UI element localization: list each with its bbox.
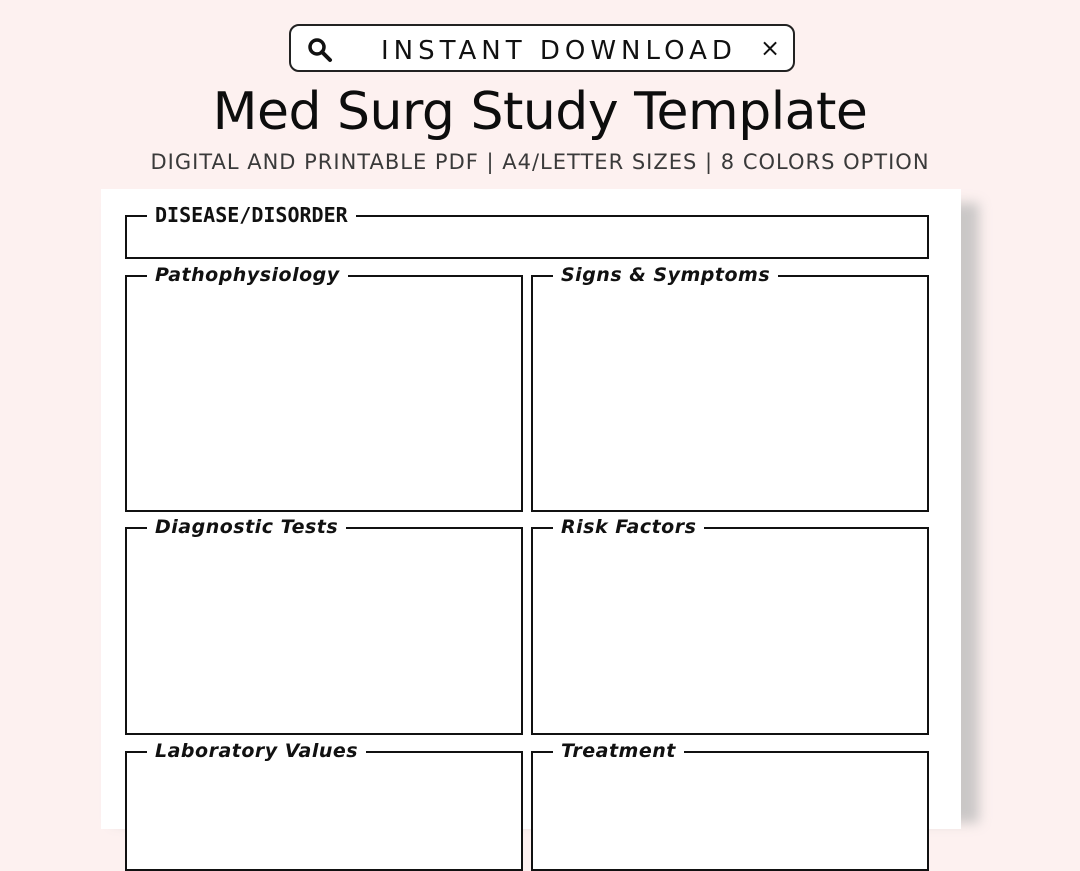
pathophysiology-label: Pathophysiology <box>147 263 348 287</box>
diagnostic-tests-label: Diagnostic Tests <box>147 515 346 539</box>
laboratory-values-label: Laboratory Values <box>147 739 366 763</box>
page-subtitle: DIGITAL AND PRINTABLE PDF | A4/LETTER SIZES | 8 COLORS OPTION <box>150 150 930 174</box>
treatment-box <box>531 740 929 871</box>
treatment-label: Treatment <box>553 739 684 763</box>
template-sheet <box>101 189 961 829</box>
search-bar[interactable] <box>289 24 795 72</box>
risk-factors-box <box>531 516 929 735</box>
page-title: Med Surg Study Template <box>212 82 868 142</box>
disease-box <box>125 203 929 259</box>
pathophysiology-box <box>125 264 523 512</box>
risk-factors-label: Risk Factors <box>553 515 704 539</box>
signs-symptoms-box <box>531 264 929 512</box>
signs-symptoms-label: Signs & Symptoms <box>553 263 778 287</box>
disease-label: DISEASE/DISORDER <box>147 203 356 227</box>
laboratory-values-box <box>125 740 523 871</box>
diagnostic-tests-box <box>125 516 523 735</box>
search-text: INSTANT DOWNLOAD <box>381 36 737 66</box>
search-icon <box>307 37 333 63</box>
close-icon[interactable]: × <box>759 34 781 62</box>
